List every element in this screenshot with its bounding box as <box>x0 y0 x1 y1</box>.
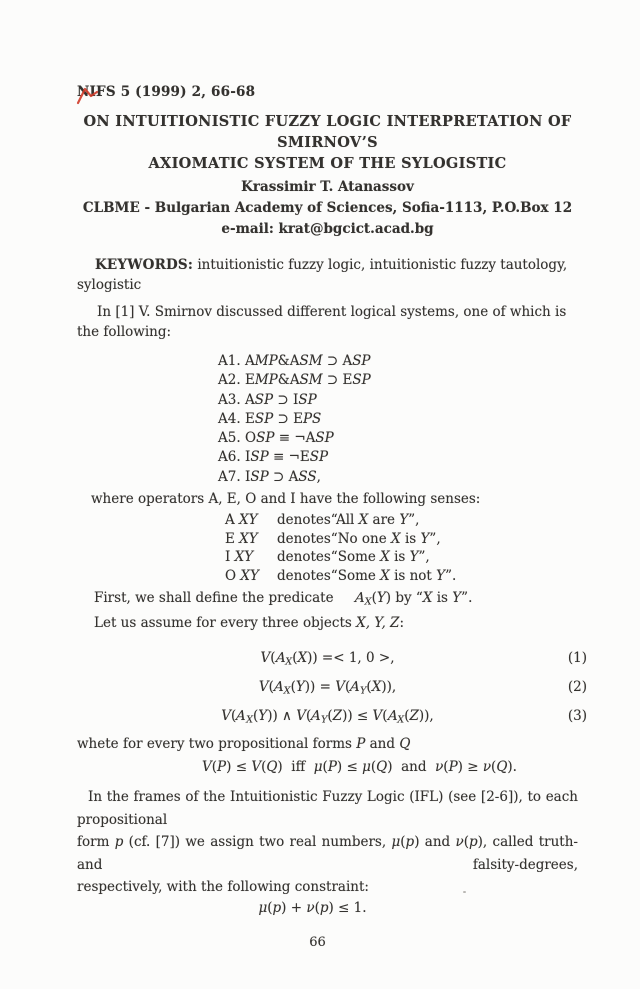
equation-formula: $V(A_X(Y)) = V(A_Y(X))$, <box>258 678 397 697</box>
operator-senses-table <box>225 511 456 585</box>
axiom-formula: EMP&ASM ⊃ ESP <box>245 372 371 389</box>
keywords-label: KEYWORDS: <box>95 257 194 273</box>
order-relation-formula: V(P) ≤ V(Q) iff μ(P) ≤ μ(Q) and ν(P) ≥ ν(Q). <box>202 759 517 776</box>
axiom-row <box>218 371 578 390</box>
sense-word: denotes <box>277 549 331 566</box>
axiom-row <box>218 468 578 487</box>
axiom-row <box>218 391 578 410</box>
keywords-line <box>77 255 578 295</box>
author-name: Krassimir T. Atanassov <box>241 179 414 195</box>
paragraph-line: respectively, with the following constraint: <box>77 878 369 895</box>
axiom-formula: ESP ⊃ EPS <box>245 410 322 427</box>
sense-row <box>225 530 456 549</box>
equation-formula: $V(A_X(X)) =< 1$, 0 >, <box>260 650 395 668</box>
ifl-paragraph <box>77 786 578 898</box>
sense-meaning: “No one X is Y”, <box>330 530 441 547</box>
sense-word: denotes <box>277 512 331 529</box>
sense-word: denotes <box>277 530 331 547</box>
axiom-label: A4. <box>218 410 241 427</box>
author-email: e-mail: krat@bgcict.acad.bg <box>221 221 434 237</box>
constraint-formula: μ(p) + ν(p) ≤ 1. <box>258 900 367 917</box>
axiom-label: A5. <box>218 430 241 447</box>
author-affiliation: CLBME - Bulgarian Academy of Sciences, Sofia-1113, P.O.Box 12 <box>82 200 573 216</box>
axiom-formula: ISP ≡ ¬ESP <box>245 449 329 466</box>
sense-operator: O XY <box>225 567 259 584</box>
journal-reference: NIFS 5 (1999) 2, 66-68 <box>77 84 256 100</box>
equation <box>77 675 587 704</box>
sense-row <box>225 567 456 586</box>
keywords-text: intuitionistic fuzzy logic, intuitionistic fuzzy tautology, sylogistic <box>77 257 568 293</box>
axiom-formula: AMP&ASM ⊃ ASP <box>245 353 371 369</box>
axiom-label: A1. <box>218 353 241 369</box>
axiom-formula: ASP ⊃ ISP <box>245 391 317 408</box>
predicate-definition-line: First, we shall define the predicate $A_X(Y)$ by “X is Y”. <box>94 590 473 609</box>
sense-row <box>225 511 456 530</box>
axiom-label: A3. <box>218 391 241 408</box>
equation <box>77 646 587 675</box>
red-pen-mark <box>76 86 100 108</box>
axiom-label: A6. <box>218 449 241 466</box>
intro-paragraph: In [1] V. Smirnov discussed different logical systems, one of which is the following: <box>77 304 567 340</box>
paper-title-line-2: AXIOMATIC SYSTEM OF THE SYLOGISTIC <box>148 155 507 172</box>
paragraph-line: form p (cf. [7]) we assign two real numbers, μ(p) and ν(p), called truth- and falsity-degrees, <box>77 834 578 873</box>
sense-meaning: “All X are Y”, <box>330 512 420 529</box>
equation-block <box>77 646 587 732</box>
sense-operator: I XY <box>225 549 254 566</box>
axiom-label: A2. <box>218 372 241 389</box>
page-number: 66 <box>309 935 326 951</box>
sense-meaning: “Some X is not Y”. <box>330 567 457 584</box>
equation-formula: $V(A_X(Y))$ ∧ $V(A_Y(Z)) \le V(A_X(Z))$, <box>221 707 434 726</box>
equation-number: (3) <box>567 707 587 724</box>
axiom-row <box>218 352 578 371</box>
equation-number: (2) <box>567 678 587 695</box>
paper-title-line-1: ON INTUITIONISTIC FUZZY LOGIC INTERPRETATION OF SMIRNOV’S <box>83 113 572 151</box>
where-clause-line: whete for every two propositional forms P and Q <box>77 736 411 753</box>
equation <box>77 704 587 733</box>
axiom-row <box>218 410 578 429</box>
axiom-label: A7. <box>218 468 241 485</box>
paragraph-line: In the frames of the Intuitionistic Fuzzy Logic (IFL) (see [2-6]), to each propositional <box>77 789 578 828</box>
operators-intro: where operators A, E, O and I have the following senses: <box>91 491 481 508</box>
scanned-paper-page <box>0 84 640 989</box>
sense-operator: A XY <box>225 512 258 529</box>
sense-operator: E XY <box>225 530 258 547</box>
axiom-list <box>218 352 578 487</box>
equation-number: (1) <box>567 650 587 667</box>
scan-speck <box>463 891 466 893</box>
axiom-row <box>218 429 578 448</box>
assumption-line: Let us assume for every three objects X, Y, Z: <box>94 615 404 632</box>
sense-word: denotes <box>277 567 331 584</box>
sense-row <box>225 548 456 567</box>
axiom-row <box>218 448 578 467</box>
sense-meaning: “Some X is Y”, <box>330 549 430 566</box>
axiom-formula: ISP ⊃ ASS, <box>245 468 321 485</box>
axiom-formula: OSP ≡ ¬ASP <box>245 430 334 447</box>
